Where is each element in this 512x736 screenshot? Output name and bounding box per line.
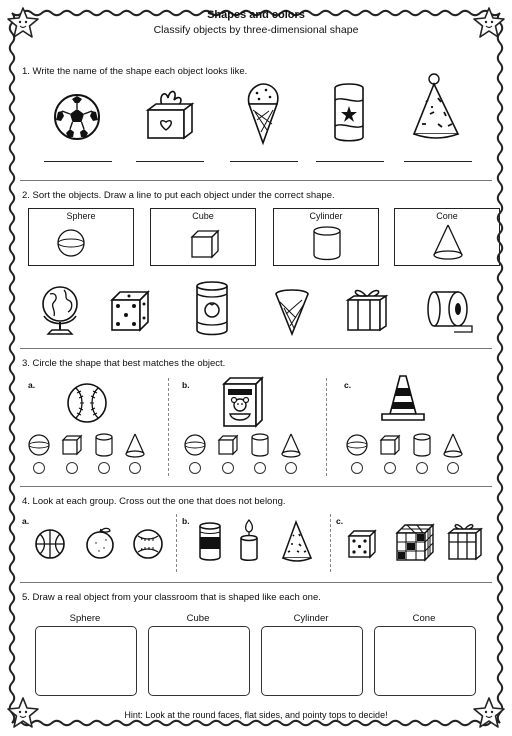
toilet-paper-icon bbox=[424, 288, 474, 334]
group-label: b. bbox=[182, 516, 190, 526]
draw-box-sphere[interactable] bbox=[35, 626, 137, 696]
column-divider bbox=[168, 378, 169, 476]
page-title: Shapes and colors bbox=[207, 9, 305, 21]
cube-icon bbox=[184, 223, 224, 263]
shape-label: Sphere bbox=[66, 211, 96, 221]
cone-box[interactable] bbox=[394, 208, 500, 266]
answer-bubble[interactable] bbox=[129, 462, 141, 474]
section-divider bbox=[20, 582, 492, 583]
hint-text: Hint: Look at the round faces, flat sides, and pointy tops to decide! bbox=[124, 710, 388, 720]
cone-icon bbox=[272, 288, 312, 338]
draw-label-cylinder: Cylinder bbox=[293, 613, 329, 624]
group-label: a. bbox=[22, 516, 30, 526]
answer-line[interactable] bbox=[136, 161, 204, 162]
answer-line[interactable] bbox=[44, 161, 112, 162]
cylinder-icon bbox=[414, 434, 430, 456]
answer-bubble[interactable] bbox=[351, 462, 363, 474]
dice-icon bbox=[346, 528, 378, 560]
draw-label-cube: Cube bbox=[186, 613, 210, 624]
column-divider bbox=[330, 514, 331, 572]
sphere-icon bbox=[29, 435, 49, 455]
question-2-prompt: 2. Sort the objects. Draw a line to put each object under the correct shape. bbox=[22, 190, 335, 201]
sphere-box[interactable] bbox=[28, 208, 134, 266]
cylinder-icon bbox=[307, 223, 347, 263]
part-label: a. bbox=[28, 380, 36, 390]
answer-bubble[interactable] bbox=[416, 462, 428, 474]
cylinder-icon bbox=[252, 434, 268, 456]
draw-label-cone: Cone bbox=[412, 613, 436, 624]
answer-line[interactable] bbox=[230, 161, 298, 162]
question-4-prompt: 4. Look at each group. Cross out the one that does not belong. bbox=[22, 496, 286, 507]
page-subtitle: Classify objects by three-dimensional shape bbox=[153, 24, 359, 36]
rubiks-cube-icon bbox=[394, 522, 436, 562]
shape-label: Cone bbox=[436, 211, 458, 221]
sphere-icon bbox=[185, 435, 205, 455]
answer-bubble[interactable] bbox=[447, 462, 459, 474]
question-5-prompt: 5. Draw a real object from your classroom that is shaped like each one. bbox=[22, 592, 321, 603]
cylinder-icon bbox=[96, 434, 112, 456]
answer-bubble[interactable] bbox=[98, 462, 110, 474]
question-1-prompt: 1. Write the name of the shape each object looks like. bbox=[22, 66, 248, 77]
part-label: c. bbox=[344, 380, 352, 390]
shape-options bbox=[344, 432, 474, 458]
soda-can-icon bbox=[332, 82, 366, 144]
cube-icon bbox=[381, 436, 399, 454]
shape-options bbox=[182, 432, 312, 458]
column-divider bbox=[176, 514, 177, 572]
shape-label: Cylinder bbox=[309, 211, 343, 221]
draw-box-cylinder[interactable] bbox=[261, 626, 363, 696]
answer-bubble[interactable] bbox=[33, 462, 45, 474]
cereal-box-icon bbox=[220, 376, 266, 428]
basketball-icon bbox=[34, 528, 66, 560]
baseball-icon bbox=[66, 382, 108, 424]
can-icon bbox=[198, 522, 222, 562]
gift-box-icon bbox=[344, 284, 390, 334]
answer-line[interactable] bbox=[316, 161, 384, 162]
cone-shape-icon bbox=[444, 434, 462, 457]
part-label: b. bbox=[182, 380, 190, 390]
section-divider bbox=[20, 486, 492, 487]
section-divider bbox=[20, 180, 492, 181]
group-label: c. bbox=[336, 516, 344, 526]
cone-shape-icon bbox=[126, 434, 144, 457]
answer-bubble[interactable] bbox=[254, 462, 266, 474]
party-hat-icon bbox=[280, 520, 316, 564]
cylinder-box[interactable] bbox=[273, 208, 379, 266]
shape-options bbox=[26, 432, 156, 458]
sphere-icon bbox=[51, 223, 91, 263]
traffic-cone-icon bbox=[380, 374, 426, 424]
baseball-icon bbox=[132, 528, 164, 560]
cube-icon bbox=[219, 436, 237, 454]
answer-bubble[interactable] bbox=[189, 462, 201, 474]
cone-shape-icon bbox=[282, 434, 300, 457]
answer-bubble[interactable] bbox=[222, 462, 234, 474]
globe-icon bbox=[38, 282, 82, 338]
candle-icon bbox=[238, 518, 260, 562]
answer-bubble[interactable] bbox=[66, 462, 78, 474]
orange-icon bbox=[84, 526, 116, 560]
answer-bubble[interactable] bbox=[285, 462, 297, 474]
sphere-icon bbox=[347, 435, 367, 455]
shape-label: Cube bbox=[192, 211, 214, 221]
tissue-box-icon bbox=[144, 86, 196, 142]
ice-cream-cone-icon bbox=[244, 80, 282, 146]
dice-icon bbox=[108, 288, 152, 334]
cube-icon bbox=[63, 436, 81, 454]
column-divider bbox=[326, 378, 327, 476]
tomato-can-icon bbox=[194, 280, 230, 336]
question-3-prompt: 3. Circle the shape that best matches the object. bbox=[22, 358, 226, 369]
draw-box-cube[interactable] bbox=[148, 626, 250, 696]
draw-label-sphere: Sphere bbox=[69, 613, 101, 624]
soccer-ball-icon bbox=[52, 92, 102, 142]
cone-shape-icon bbox=[428, 223, 468, 263]
answer-line[interactable] bbox=[404, 161, 472, 162]
answer-bubble[interactable] bbox=[384, 462, 396, 474]
draw-box-cone[interactable] bbox=[374, 626, 476, 696]
party-hat-icon bbox=[410, 72, 464, 144]
gift-box-icon bbox=[446, 520, 484, 562]
section-divider bbox=[20, 348, 492, 349]
cube-box[interactable] bbox=[150, 208, 256, 266]
